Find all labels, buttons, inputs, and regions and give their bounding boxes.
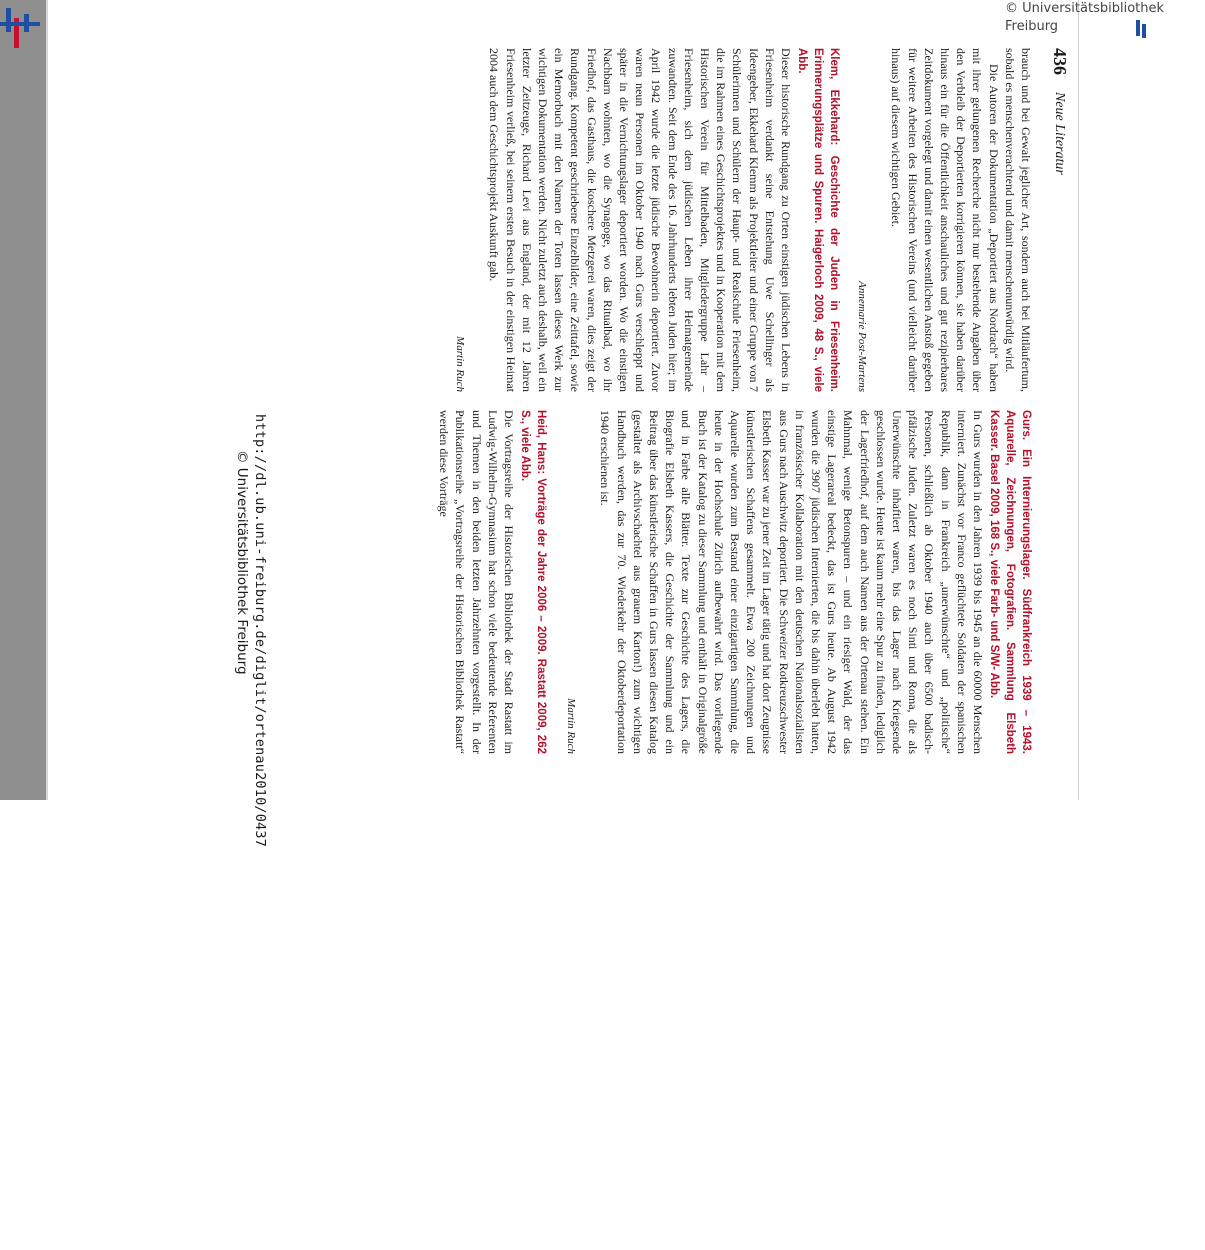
running-head: Neue Literatur: [1052, 92, 1067, 175]
viewer-right-strip: [1078, 0, 1149, 800]
page-number: 436: [1050, 48, 1070, 75]
document-page: [48, 0, 1078, 848]
review-heading: Klem, Ekkehard: Geschichte der Juden in Friesenheim. Erinnerungsplätze und Spuren. Haigerloch 2009, 48 S., viele Abb.: [795, 48, 840, 392]
body-paragraph: Die Autoren der Dokumentation „Deportiert aus Nordrach“ haben mit ihrer gelungenen Recherche nicht nur bestehende Angaben über den Verbleib der Deportierten korrigieren können, sie haben darüber hinaus ein für die Öffentlichkeit anschauliches und gut rezipierbares Zeitdokument vorgelegt und damit einen wesentlichen Anstoß gegeben für weitere Arbeiten des Historischen Vereins (und vielleicht darüber hinaus) auf diesem wichtigen Gebiet.: [889, 48, 1001, 392]
review-body: In Gurs wurden in den Jahren 1939 bis 1945 an die 60000 Menschen interniert. Zunächst vor Franco geflüchtete Soldaten der spanischen Republik, dann in Frankreich „unerwünschte“ und „politische“ Personen, schließlich ab Oktober 1940 auch über 6500 badisch-pfälzische Juden. Zuletzt waren es noch Sinti und Roma, die als Unerwünschte inhaftiert waren, bis das Lager nach Kriegsende geschlossen wurde. Heute ist kaum mehr eine Spur zu finden, lediglich der Lagerfriedhof, auf dem auch Namen aus der Ortenau stehen. Ein Mahnmal, wenige Betonspuren – und ein riesiger Wald, der das einstige Lagerareal bedeckt, das ist Gurs heute. Ab August 1942 wurden die 3907 jüdischen Internierten, die bis dahin überlebt hatten, in französischer Kollaboration mit den deutschen Nationalsozialisten aus Gurs nach Auschwitz deportiert. Die Schweizer Rotkreuzschwester Elsbeth Kasser war zu jener Zeit im Lager tätig und hat dort Zeugnisse künstlerischen Schaffens gesammelt. Etwa 200 Zeichnungen und Aquarelle wurden zum Bestand einer einzigartigen Sammlung, die heute in der Hochschule Zürich aufbewahrt wird. Das vorliegende Buch ist der Katalog zu dieser Sammlung und enthält in Originalgröße und in Farbe alle Blätter. Texte zur Geschichte des Lagers, die Biografie Elsbeth Kassers, die Geschichte der Sammlung und ein Beitrag über das künstlerische Schaffen in Gurs lassen diesen Katalog (gestaltet als Archivschachtel aus grauem Karton!) zum wichtigen Handbuch werden, das zur 70. Wiederkehr der Oktoberdeportation 1940 erschienen ist.: [598, 410, 985, 754]
copyright-fragment: © Universitätsbibliothek Freiburg: [1005, 1, 1165, 34]
text-column-left: [440, 48, 1034, 392]
review-signature: Martin Ruch: [565, 698, 578, 754]
review-body: Dieser historische Rundgang zu Orten einstigen jüdischen Lebens in Friesenheim verdankt seine Entstehung Uwe Schellinger als Ideengeber, Ekkehard Klemm als Projektleiter und einer Gruppe von 7 Schülerinnen und Schülern der Haupt- und Realschule Friesenheim, die im Rahmen eines Geschichtsprojektes und in Kooperation mit dem Historischen Verein für Mittelbaden, Mitgliedergruppe Lahr – Friesenheim, sich dem jüdischen Leben ihrer Heimatgemeinde zuwandten. Seit dem Ende des 16. Jahrhunderts lebten Juden hier; im April 1942 wurde die letzte jüdische Bewohnerin deportiert. Zuvor waren neun Personen im Oktober 1940 nach Gurs verschleppt und später in die Vernichtungslager deportiert worden. Wo die einstigen Nachbarn wohnten, wo die Synagoge, wo das Ritualbad, wo ihr Friedhof, das Gasthaus, die koschere Metzgerei waren, dies zeigt der Rundgang. Kompetent geschriebene Einzelbilder, eine Zeittafel, sowie ein Memorbuch mit den Namen der Toten lassen dieses Werk zur wichtigen Dokumentation werden. Nicht zuletzt auch deshalb, weil ein letzter Zeitzeuge, Richard Levi aus England, der mit 12 Jahren Friesenheim verließ, bei seinem ersten Besuch in der einstigen Heimat 2004 auch dem Geschichtsprojekt Auskunft gab.: [487, 48, 793, 392]
review-signature: Martin Ruch: [454, 336, 467, 392]
copyright-notice: © Universitätsbibliothek Freiburg: [234, 450, 250, 675]
library-logo-icon: [0, 0, 40, 50]
review-heading: Heid, Hans: Vorträge der Jahre 2006 – 2009. Rastatt 2009, 262 S., viele Abb.: [518, 410, 547, 754]
text-column-right: [436, 410, 1034, 754]
review-signature: Annemarie Post-Martens: [856, 281, 869, 392]
intro-text: brauch und bei Gewalt jeglicher Art, sondern auch bei Mitläufertum, sobald es menschenverachtend und damit menschenunwürdig wird.: [1002, 48, 1033, 392]
source-url[interactable]: http://dl.ub.uni-freiburg.de/diglit/ortenau2010/0437: [252, 414, 268, 848]
page-header: [1046, 48, 1072, 748]
review-body: Die Vortragsreihe der Historischen Bibliothek der Stadt Rastatt im Ludwig-Wilhelm-Gymnasium hat schon viele bedeutende Referenten und Themen in den beiden letzten Jahrzehnten vorgestellt. In der Publikationsreihe „Vortragsreihe der Historischen Bibliothek Rastatt“ werden diese Vorträge: [437, 410, 516, 754]
viewer-left-bar: [0, 0, 46, 800]
review-heading: Gurs. Ein Internierungslager. Südfrankreich 1939 – 1943. Aquarelle, Zeichnungen, Fotografien. Sammlung Elsbeth Kasser. Basel 2009, 168 S., viele Farb- und S/W- Abb.: [988, 410, 1032, 754]
